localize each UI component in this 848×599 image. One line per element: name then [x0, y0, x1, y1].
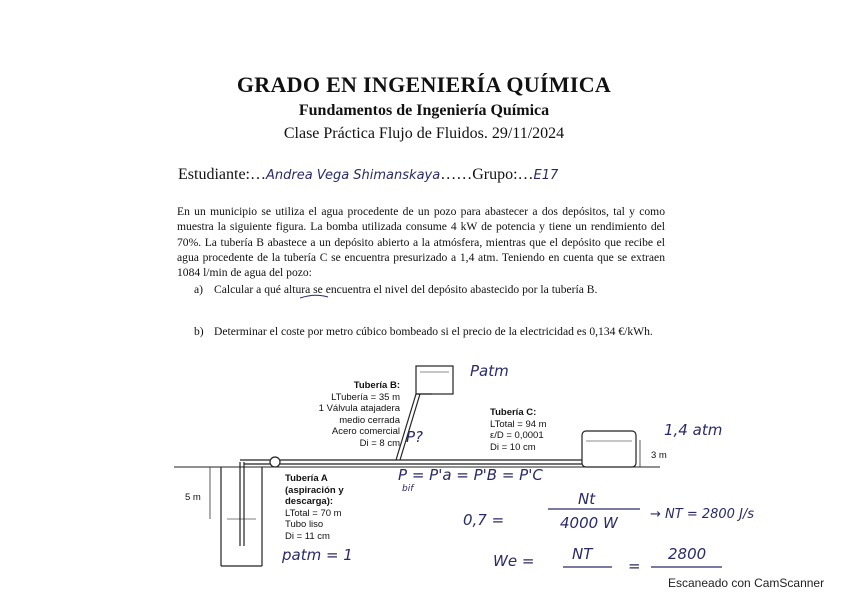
document-title: GRADO EN INGENIERÍA QUÍMICA — [236, 72, 612, 97]
pipe-a-subtitle-2: descarga): — [285, 496, 334, 507]
hw-efficiency-result: → NT = 2800 J/s — [650, 507, 755, 522]
pipe-c-diameter: Di = 10 cm — [490, 441, 536, 453]
hw-pressure-eq-sub: bif — [402, 484, 414, 494]
pipe-b-diameter: Di = 8 cm — [359, 437, 400, 449]
student-name: Andrea Vega Shimanskaya — [265, 168, 441, 183]
pipe-c-length: LTotal = 94 m — [490, 418, 547, 430]
pipe-b-valve: 1 Válvula atajadera — [318, 403, 400, 414]
pressurized-tank-c — [582, 431, 636, 467]
pipe-b-length: LTubería = 35 m — [331, 391, 400, 403]
student-label: Estudiante: — [178, 166, 250, 183]
pipe-b-title: Tubería B: — [353, 380, 400, 391]
pipe-b-label — [305, 380, 400, 449]
hw-pressure-tank: 1,4 atm — [664, 421, 723, 439]
hw-p-question: P? — [406, 428, 424, 446]
pipe-c-roughness: ε/D = 0,0001 — [490, 430, 544, 441]
tank-height-label: 3 m — [651, 450, 667, 461]
pipe-c-title: Tubería C: — [490, 407, 537, 418]
hw-efficiency-lhs: 0,7 = — [463, 511, 505, 529]
hw-we-numerator: NT — [572, 545, 593, 563]
group-value: E17 — [533, 168, 559, 183]
question-a-key: a) — [194, 283, 204, 296]
pipe-a-subtitle-1: (aspiración y — [285, 484, 344, 496]
question-a-text: Calcular a qué altura se encuentra el nivel del depósito abastecido por la tubería B. — [214, 283, 598, 296]
group-label: Grupo: — [472, 166, 518, 183]
hw-we-lhs: We = — [493, 552, 535, 570]
pipe-a-material: Tubo liso — [285, 519, 324, 530]
question-b-key: b) — [194, 325, 204, 338]
course-subtitle: Fundamentos de Ingeniería Química — [298, 102, 550, 119]
pipe-a-diameter: Di = 11 cm — [285, 530, 330, 542]
pipe-c-label — [490, 407, 580, 453]
session-line: Clase Práctica Flujo de Fluidos. 29/11/2024 — [283, 125, 565, 142]
hw-pressure-equation: P = P'a = P'B = P'C — [398, 466, 543, 484]
pipe-a-label — [285, 473, 370, 542]
pipe-a-length: LTotal = 70 m — [285, 507, 342, 519]
open-tank-b — [416, 366, 453, 394]
question-b-text: Determinar el coste por metro cúbico bombeado si el precio de la electricidad es 0,134 €/kWh. — [214, 325, 653, 338]
hw-we-equals: = — [628, 557, 641, 575]
well-depth-label: 5 m — [185, 492, 201, 503]
pipe-b-material: Acero comercial — [331, 426, 400, 437]
pump-symbol — [270, 457, 280, 467]
scanner-watermark: Escaneado con CamScanner — [668, 576, 825, 590]
problem-intro: En un municipio se utiliza el agua procedente de un pozo para abastecer a dos depósitos, tal y como muestra la siguiente figura. La bomba utilizada consume 4 kW de potencia y tiene un rendimiento del 70%. La tubería B abastece a un depósito abierto a la atmósfera, mientras que el depósito que recibe el agua procedente de la tubería C se encuentra presurizado a 1,4 atm. Teniendo en cuenta que se extraen 1084 l/min de agua del pozo: — [177, 205, 665, 280]
pipe-b-right — [400, 394, 420, 460]
handwritten-underline — [300, 295, 328, 298]
pipe-b-valve-state: medio cerrada — [339, 414, 400, 426]
student-line: Estudiante:…Andrea Vega Shimanskaya……Grupo:…E17 — [178, 166, 559, 183]
hw-patm-well: patm = 1 — [282, 546, 353, 564]
hw-efficiency-numerator: Nt — [578, 490, 596, 508]
hw-efficiency-denominator: 4000 W — [560, 514, 618, 532]
hw-patm-top: Patm — [470, 362, 509, 380]
pipe-a-title: Tubería A — [285, 473, 328, 484]
hw-we-value: 2800 — [668, 545, 707, 563]
